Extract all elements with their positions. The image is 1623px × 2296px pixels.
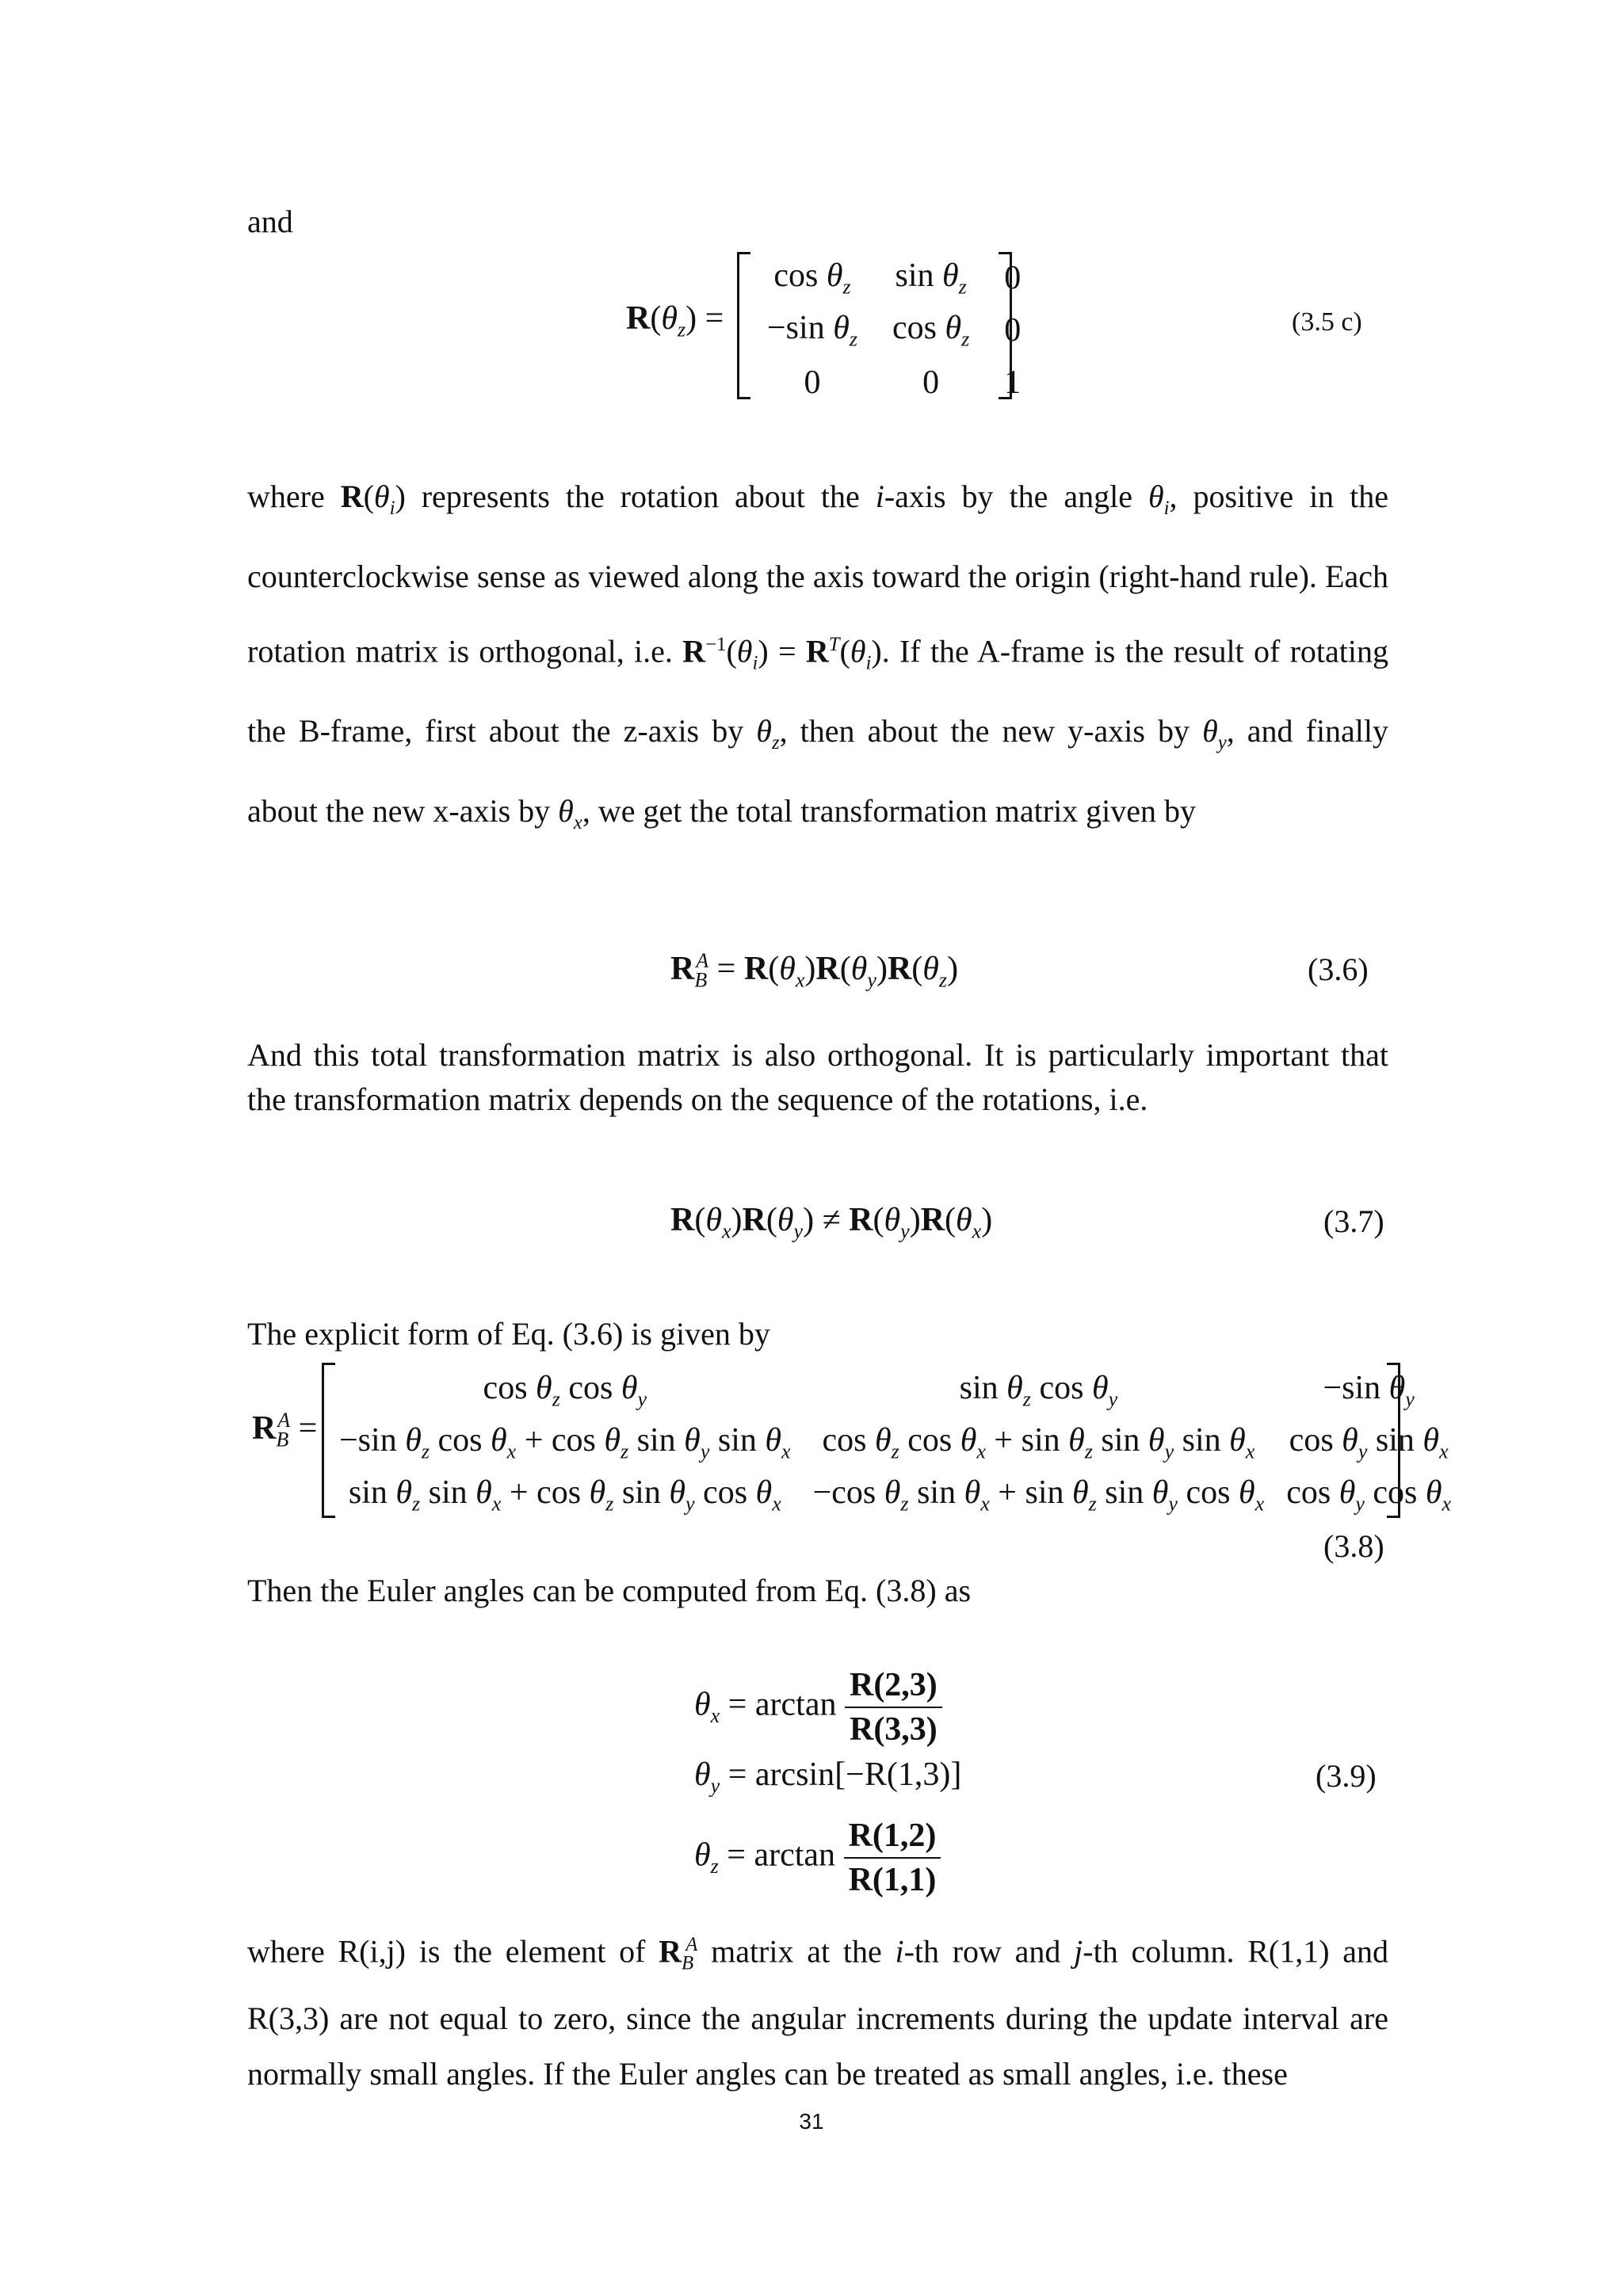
paragraph-5: where R(i,j) is the element of $R_B^A$ matrix at the i-th row and j-th column. R(1,1) and R(3,3) are not equal to zero, since the angular increments during the update interval are normally small angles. If the Euler angles can be treated as small angles, i.e. these [247, 1933, 1389, 2092]
eq35c-lhs: $R(\theta_z)$ = [626, 300, 724, 341]
eq39-row-z: $\theta_z = \arctan$ $\frac{R(1,2)}{R(1,1)}$ [694, 1814, 941, 1901]
eq38-matrix: $\cos \theta_z$ $\cos \theta_y$ $\sin \theta_z$ $\cos \theta_y$ −sin $\theta_y$ −sin $\theta_z$ $\cos \theta_x + \cos \theta_z$ $\sin \theta_y$ $\sin \theta_x$ $\cos \theta_z$ $\cos \theta_x + \sin \theta_z$ $\sin \theta_y$ $\sin \theta_x$ $\cos \theta_y$ $\sin \theta_x$ $\sin \theta_z$ $\sin \theta_x + \cos \theta_z$ $\sin \theta_y$ $\cos \theta_x$ −cos $\theta_z$ $\sin \theta_x + \sin \theta_z$ $\sin \theta_y$ $\cos \theta_x$ $\cos \theta_y$ $\cos \theta_x$ [339, 1370, 1452, 1516]
eq38-label: (3.8) [1323, 1528, 1384, 1564]
eq39-row-x: $\theta_x = \arctan$ $\frac{R(2,3)}{R(3,3)}$ [694, 1664, 942, 1751]
paragraph-3: The explicit form of Eq. (3.6) is given by [247, 1316, 770, 1352]
eq35c-label: (3.5 c) [1292, 307, 1362, 337]
eq39-row-y: $\theta_y = \arcsin[-R(1,3)]$ [694, 1756, 962, 1798]
text-and: and [247, 204, 293, 239]
eq37: $R(\theta_x)R(\theta_y) \ne R(\theta_y)R(\theta_x)$ [670, 1202, 993, 1243]
bracket-left [737, 252, 750, 399]
bracket-right [999, 252, 1012, 399]
bracket-right [1387, 1363, 1400, 1518]
paragraph-2: And this total transformation matrix is also orthogonal. It is particularly important that the transformation matrix depends on the sequence of the rotations, i.e. [247, 1037, 1388, 1117]
rz-matrix: $\cos \theta_z$ $\sin \theta_z$ 0 −sin $\theta_z$ $\cos \theta_z$ 0 0 0 1 [767, 257, 1022, 401]
paragraph-1: where $R(\theta_i)$ represents the rotation about the i-axis by the angle $\theta_i$, positive in the counterclockwise sense as viewed along the axis toward the origin (right-hand rule). Each rotation matrix is orthogonal, i.e. $R^{-1}(\theta_i) = R^T(\theta_i)$. If the A-frame is the result of rotating the B-frame, first about the z-axis by $\theta_z$, then about the new y-axis by $\theta_y$, and finally about the new x-axis by $\theta_x$, we get the total transformation matrix given by [247, 479, 1389, 834]
eq37-label: (3.7) [1323, 1203, 1384, 1239]
paragraph-4: Then the Euler angles can be computed from Eq. (3.8) as [247, 1573, 972, 1608]
eq36: $R_B^A = R(\theta_x)R(\theta_y)R(\theta_z)$ [670, 949, 959, 992]
page-number: 31 [799, 2109, 824, 2134]
eq39-label: (3.9) [1316, 1758, 1377, 1794]
eq36-label: (3.6) [1308, 952, 1369, 987]
eq38-lhs: $R_B^A$ = [252, 1409, 318, 1451]
